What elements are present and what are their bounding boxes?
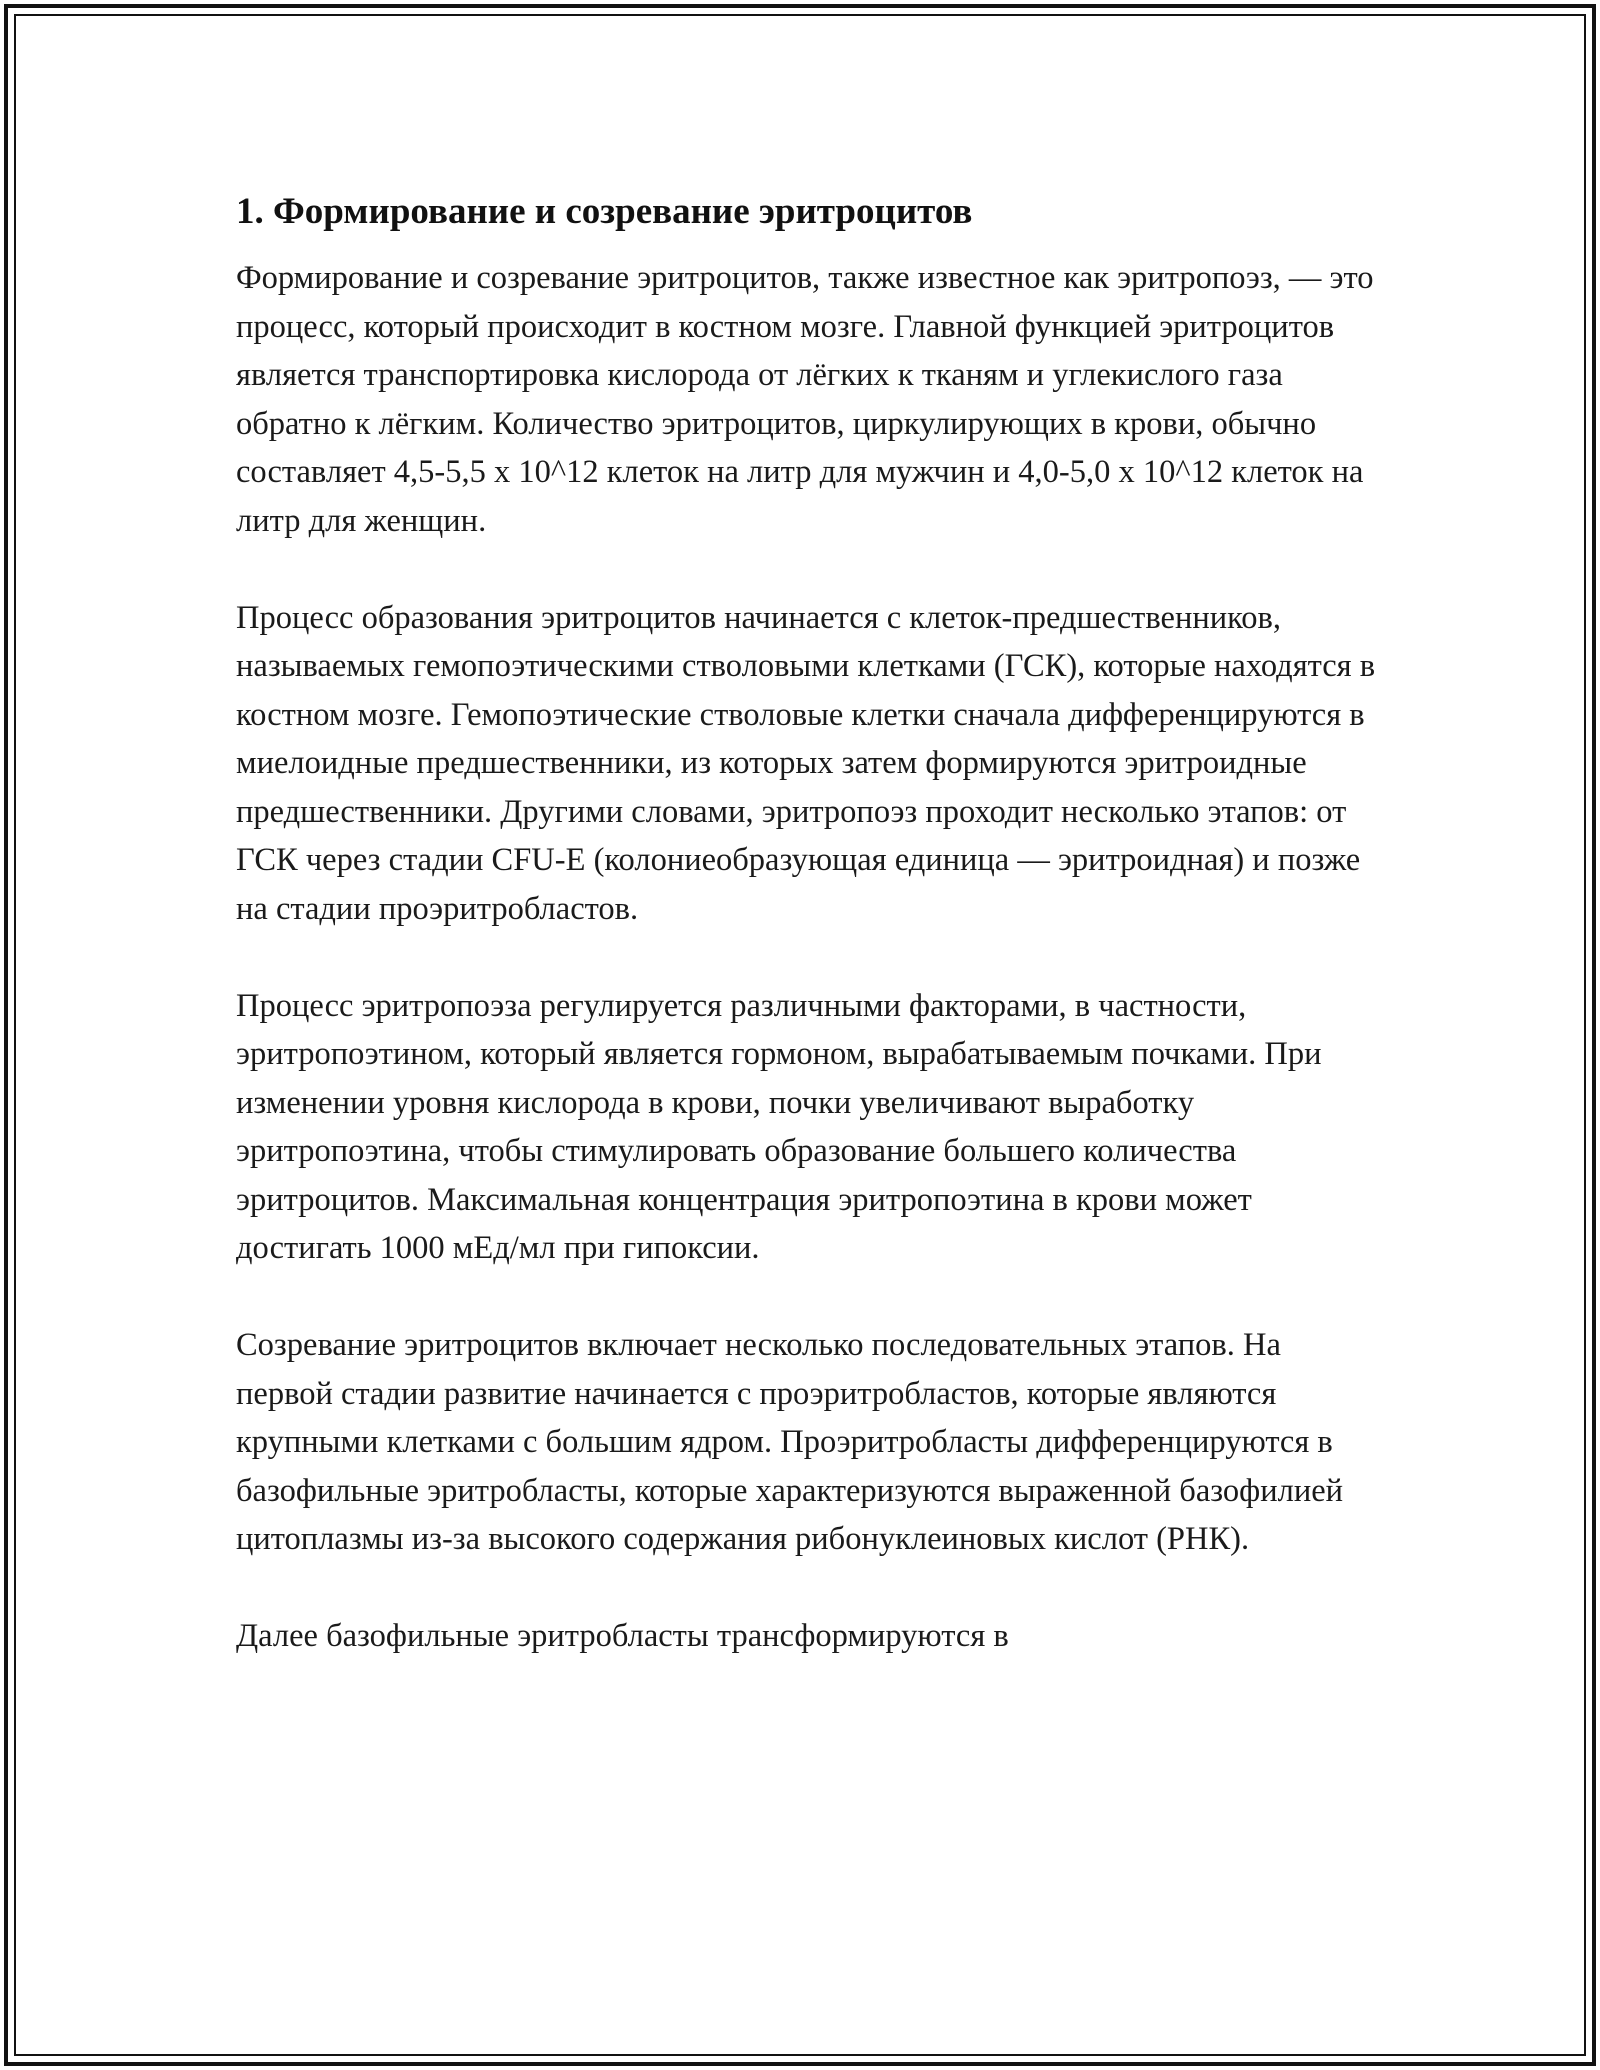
paragraph-progenitor-cells: Процесс образования эритроцитов начинается с клеток-предшественников, называемых гемопоэтическими стволовыми клетками (ГСК), которые находятся в костном мозге. Гемопоэтические стволовые клетки сначала дифференцируются в миелоидные предшественники, из которых затем формируются эритроидные предшественники. Другими словами, эритропоэз проходит несколько этапов: от ГСК через стадии CFU-E (колониеобразующая единица — эритроидная) и позже на стадии проэритробластов.: [236, 599, 1376, 927]
paragraph-erythropoiesis-intro: Формирование и созревание эритроцитов, также известное как эритропоэз, — это процесс, который происходит в костном мозге. Главной функцией эритроцитов является транспортировка кислорода от лёгких к тканям и углекислого газа обратно к лёгким. Количество эритроцитов, циркулирующих в крови, обычно составляет 4,5-5,5 x 10^12 клеток на литр для мужчин и 4,0-5,0 x 10^12 клеток на литр для женщин.: [236, 260, 1374, 539]
paragraph-erythropoietin-regulation: Процесс эритропоэза регулируется различными факторами, в частности, эритропоэтином, который является гормоном, вырабатываемым почками. При изменении уровня кислорода в крови, почки увеличивают выработку эритропоэтина, чтобы стимулировать образование большего количества эритроцитов. Максимальная концентрация эритропоэтина в крови может достигать 1000 мЕд/мл при гипоксии.: [236, 987, 1322, 1266]
document-body: [236, 186, 1376, 1661]
paragraph-basophilic-transformation: Далее базофильные эритробласты трансформируются в: [236, 1618, 1009, 1654]
section-heading: 1. Формирование и созревание эритроцитов: [236, 191, 973, 232]
paragraph-maturation-stages: Созревание эритроцитов включает несколько последовательных этапов. На первой стадии развитие начинается с проэритробластов, которые являются крупными клетками с большим ядром. Проэритробласты дифференцируются в базофильные эритробласты, которые характеризуются выраженной базофилией цитоплазмы из-за высокого содержания рибонуклеиновых кислот (РНК).: [236, 1327, 1344, 1557]
